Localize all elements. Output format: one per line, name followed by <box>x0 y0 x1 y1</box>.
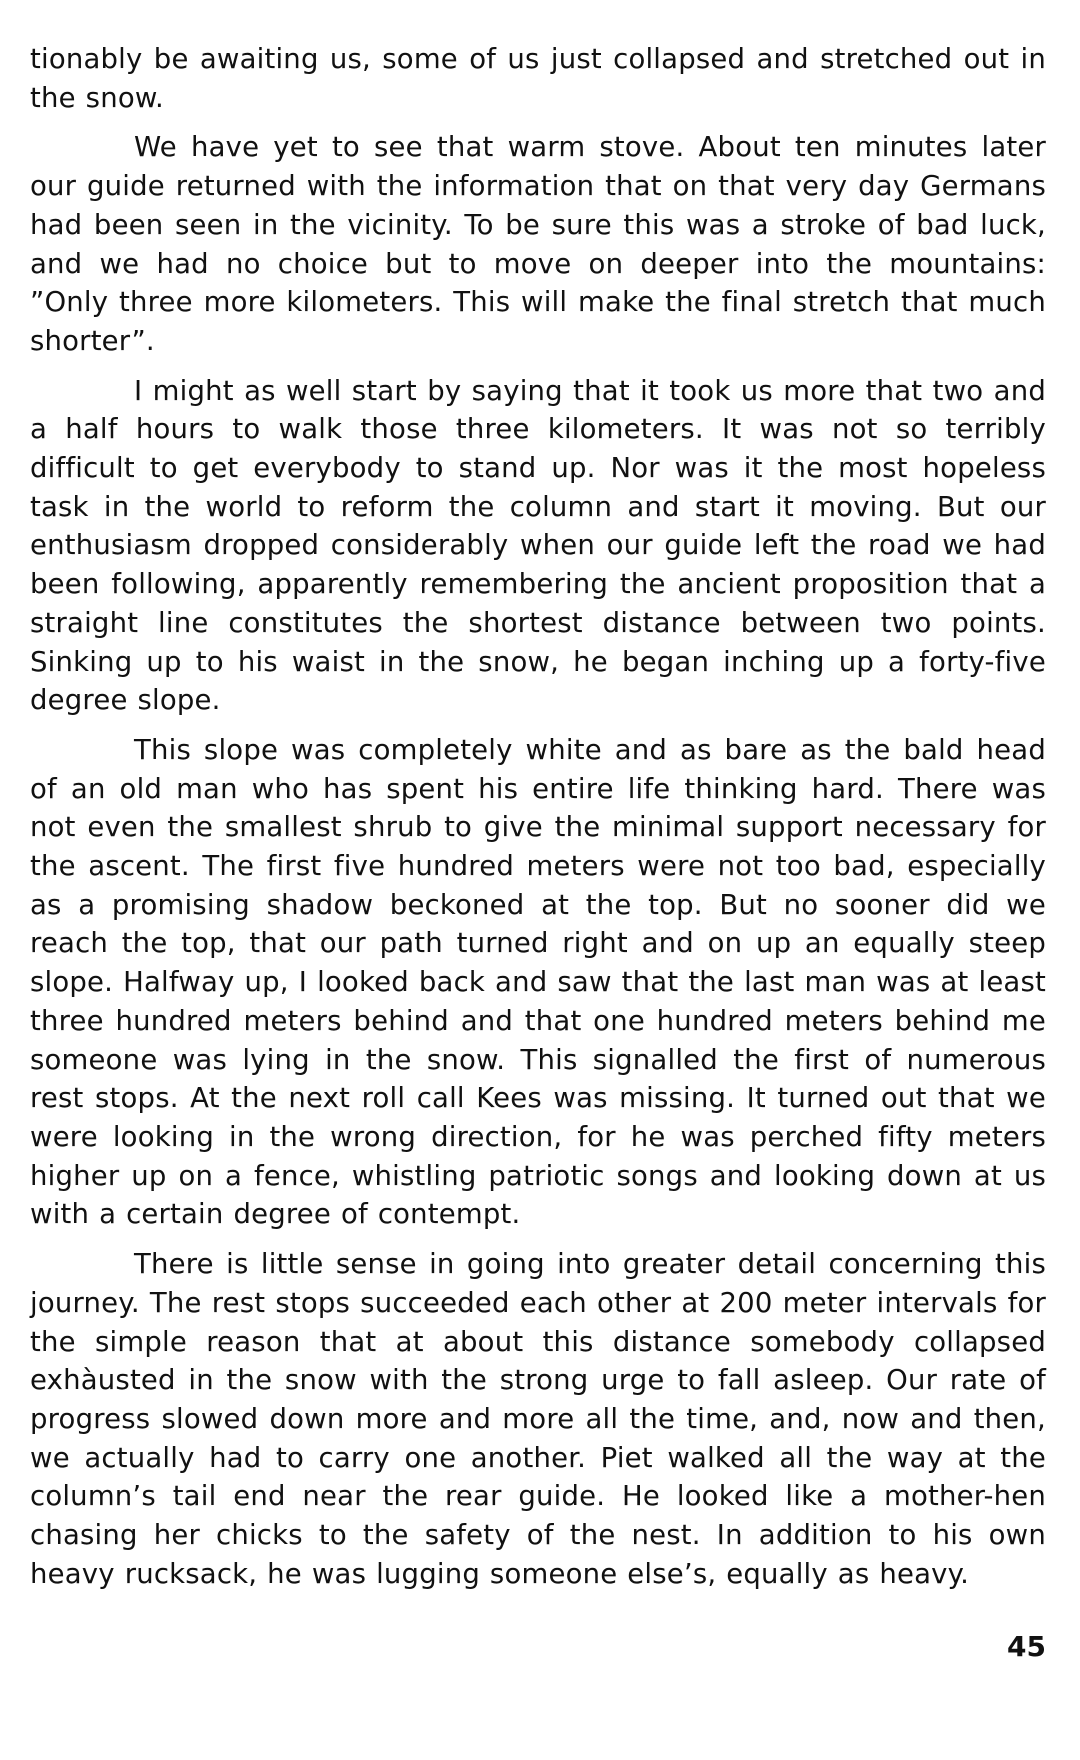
paragraph-4: This slope was completely white and as bare as the bald head of an old man who has spent his entire life thinking hard. There was not even the smallest shrub to give the minimal support necessary for the ascent. The first five hundred meters were not too bad, especially as a promising shadow beckoned at the top. But no sooner did we reach the top, that our path turned right and on up an equally steep slope. Halfway up, I looked back and saw that the last man was at least three hundred meters behind and that one hundred meters behind me someone was lying in the snow. This signalled the first of numerous rest stops. At the next roll call Kees was missing. It turned out that we were looking in the wrong direction, for he was perched fifty meters higher up on a fence, whistling patriotic songs and looking down at us with a certain degree of contempt. <box>30 733 1046 1231</box>
paragraph-5: There is little sense in going into greater detail concerning this journey. The rest stops succeeded each other at 200 meter intervals for the simple reason that at about this distance somebody collapsed exhàusted in the snow with the strong urge to fall asleep. Our rate of progress slowed down more and more all the time, and, now and then, we actually had to carry one another. Piet walked all the way at the column’s tail end near the rear guide. He looked like a mother-hen chasing her chicks to the safety of the nest. In addition to his own heavy rucksack, he was lugging someone else’s, equally as heavy. <box>30 1248 1046 1590</box>
page-number: 45 <box>1007 1630 1046 1663</box>
paragraph-1: tionably be awaiting us, some of us just collapsed and stretched out in the snow. <box>30 43 1046 114</box>
paragraph-3: I might as well start by saying that it took us more that two and a half hours to walk those three kilometers. It was not so terribly difficult to get everybody to stand up. Nor was it the most hopeless task in the world to reform the column and start it moving. But our enthusiasm dropped considerably when our guide left the road we had been following, apparently remembering the ancient proposition that a straight line constitutes the shortest distance between two points. Sinking up to his waist in the snow, he began inching up a forty-five degree slope. <box>30 374 1046 717</box>
page-body <box>30 40 1046 1604</box>
paragraph-2: We have yet to see that warm stove. About ten minutes later our guide returned with the information that on that very day Germans had been seen in the vicinity. To be sure this was a stroke of bad luck, and we had no choice but to move on deeper into the mountains: ”Only three more kilometers. This will make the final stretch that much shorter”. <box>30 131 1046 357</box>
